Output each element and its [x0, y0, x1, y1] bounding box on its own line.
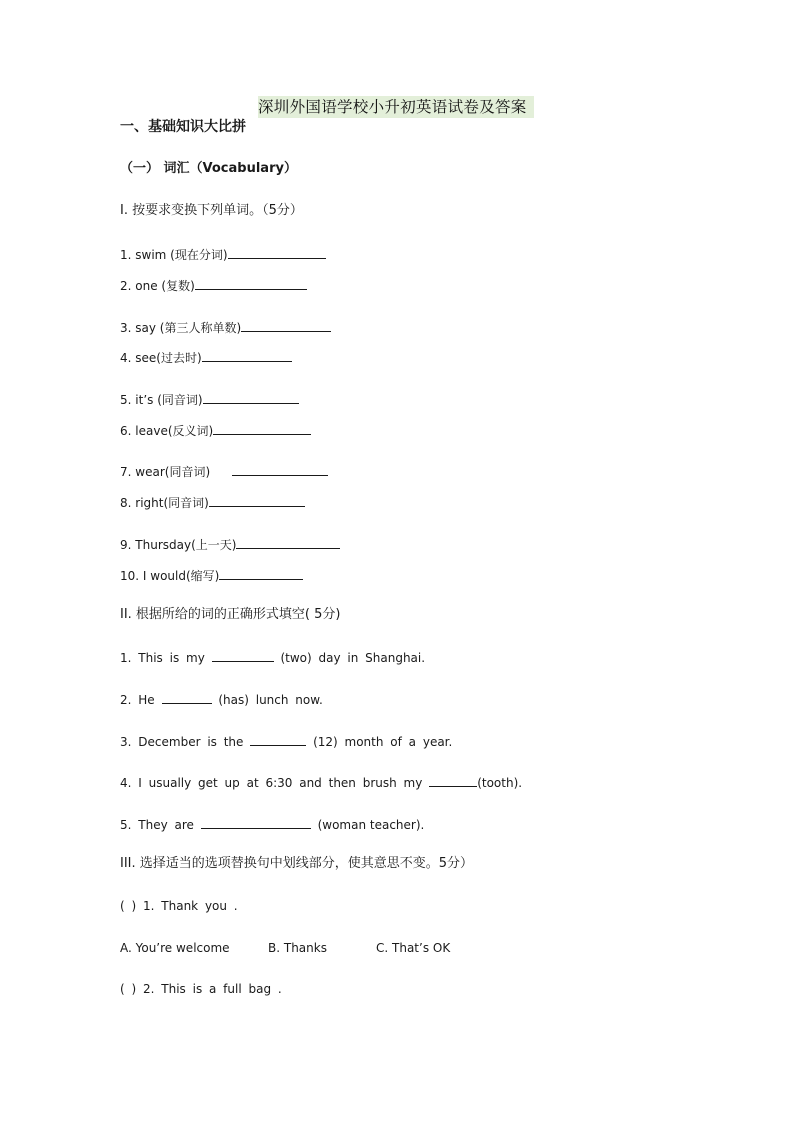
part-i-item-8: [120, 493, 305, 511]
item-text: leave(反义词): [135, 424, 214, 438]
item-text-after: (tooth).: [477, 776, 523, 790]
answer-blank[interactable]: [241, 318, 331, 332]
part-i-item-5: [120, 390, 299, 408]
item-text-after: (12) month of a year.: [313, 735, 453, 749]
part-i-item-2: [120, 276, 307, 294]
item-number: 2.: [120, 279, 132, 293]
item-number: 3.: [120, 735, 132, 749]
item-text: I would(缩写): [142, 569, 220, 583]
item-text: it’s (同音词): [135, 393, 203, 407]
answer-blank[interactable]: [202, 348, 292, 362]
part-ii-item-5: [120, 815, 424, 833]
answer-blank[interactable]: [236, 535, 340, 549]
item-text: see(过去时): [135, 351, 202, 365]
part-ii-item-2: [120, 690, 323, 708]
item-text-after: (has) lunch now.: [218, 693, 323, 707]
item-number: 4.: [120, 351, 132, 365]
item-text: one (复数): [135, 279, 195, 293]
option-b: B. Thanks: [268, 941, 327, 955]
part-ii-item-3: [120, 732, 452, 750]
part-ii-heading: II. 根据所给的词的正确形式填空( 5分): [120, 607, 341, 622]
part-iii-question-2: [120, 981, 282, 997]
item-number: 5.: [120, 818, 132, 832]
answer-blank[interactable]: [213, 421, 311, 435]
part-i-item-10: [120, 566, 303, 584]
answer-blank[interactable]: [250, 732, 306, 746]
answer-blank[interactable]: [209, 493, 305, 507]
item-number: 1.: [120, 248, 132, 262]
item-number: 6.: [120, 424, 132, 438]
part-i-item-7: [120, 462, 328, 480]
answer-blank[interactable]: [195, 276, 307, 290]
part-ii-item-4: [120, 773, 522, 791]
item-number: 2.: [120, 693, 132, 707]
answer-blank[interactable]: [162, 690, 212, 704]
item-number: 5.: [120, 393, 132, 407]
section-heading-basics: 一、基础知识大比拼: [120, 119, 246, 135]
answer-blank[interactable]: [201, 815, 311, 829]
question-text: 2. This is a full bag .: [143, 982, 282, 996]
answer-blank[interactable]: [212, 648, 274, 662]
item-text-before: He: [138, 693, 155, 707]
question-text: 1. Thank you .: [143, 899, 238, 913]
answer-blank[interactable]: [228, 245, 326, 259]
part-i-heading: Ⅰ. 按要求变换下列单词。（5分）: [120, 203, 303, 218]
item-text: Thursday(上一天): [135, 538, 237, 552]
part-i-item-1: [120, 245, 326, 263]
item-text-after: (two) day in Shanghai.: [280, 651, 426, 665]
item-text-before: This is my: [138, 651, 205, 665]
item-number: 1.: [120, 651, 132, 665]
item-number: 4.: [120, 776, 132, 790]
part-ii-item-1: [120, 648, 425, 666]
part-iii-question-1: [120, 898, 238, 914]
subsection-heading-vocabulary: （一） 词汇（Vocabulary）: [120, 161, 297, 176]
part-i-item-6: [120, 421, 311, 439]
part-i-item-9: [120, 535, 340, 553]
page-title: 深圳外国语学校小升初英语试卷及答案: [258, 96, 534, 118]
part-i-item-3: [120, 318, 331, 336]
answer-blank[interactable]: [219, 566, 303, 580]
item-text: swim (现在分词): [135, 248, 228, 262]
item-text: wear(同音词): [135, 465, 211, 479]
item-text-after: (woman teacher).: [317, 818, 425, 832]
answer-blank[interactable]: [232, 462, 328, 476]
item-number: 7.: [120, 465, 132, 479]
option-a: A. You’re welcome: [120, 941, 230, 955]
item-text-before: They are: [138, 818, 194, 832]
part-i-item-4: [120, 348, 292, 366]
answer-paren[interactable]: ( ): [120, 899, 137, 913]
item-number: 9.: [120, 538, 132, 552]
item-text: right(同音词): [135, 496, 209, 510]
answer-blank[interactable]: [429, 773, 477, 787]
option-c: C. That’s OK: [376, 941, 451, 955]
item-text-before: December is the: [138, 735, 244, 749]
part-iii-heading: III. 选择适当的选项替换句中划线部分，使其意思不变。5分）: [120, 856, 474, 871]
item-number: 8.: [120, 496, 132, 510]
answer-paren[interactable]: ( ): [120, 982, 137, 996]
answer-blank[interactable]: [203, 390, 299, 404]
item-number: 3.: [120, 321, 132, 335]
item-number: 10.: [120, 569, 140, 583]
item-text: say (第三人称单数): [135, 321, 242, 335]
item-text-before: I usually get up at 6:30 and then brush my: [138, 776, 423, 790]
